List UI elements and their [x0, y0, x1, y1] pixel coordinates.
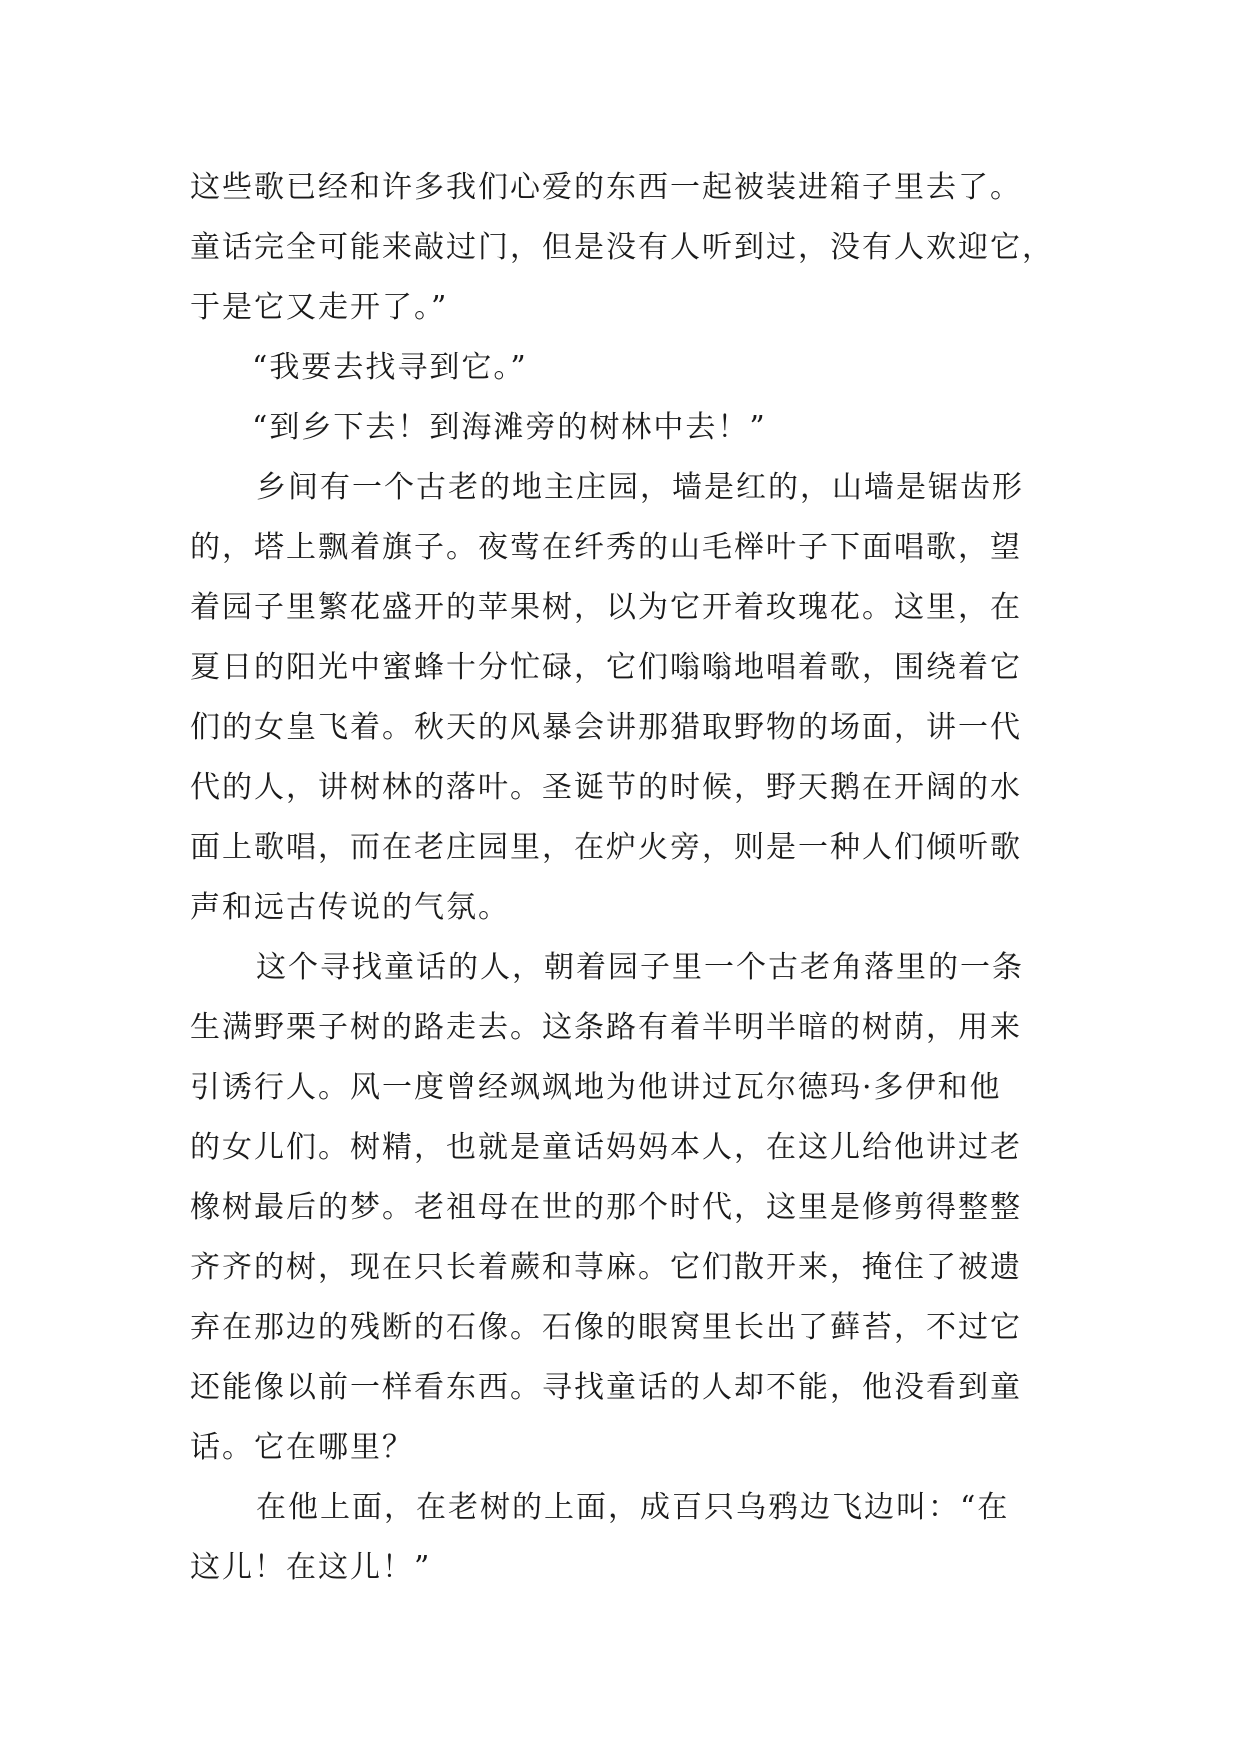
text-line: 童话完全可能来敲过门，但是没有人听到过，没有人欢迎它，: [190, 230, 1054, 265]
text-line: 齐齐的树，现在只长着蕨和荨麻。它们散开来，掩住了被遗: [190, 1250, 1022, 1285]
text-line: 生满野栗子树的路走去。这条路有着半明半暗的树荫，用来: [190, 1010, 1022, 1045]
text-line: 的，塔上飘着旗子。夜莺在纤秀的山毛榉叶子下面唱歌，望: [190, 530, 1022, 565]
text-line: 代的人，讲树林的落叶。圣诞节的时候，野天鹅在开阔的水: [190, 770, 1022, 805]
text-line: “我要去找寻到它。”: [252, 350, 528, 385]
text-line: 这些歌已经和许多我们心爱的东西一起被装进箱子里去了。: [190, 170, 1022, 205]
text-line: 话。它在哪里？: [190, 1430, 414, 1465]
text-line: 橡树最后的梦。老祖母在世的那个时代，这里是修剪得整整: [190, 1190, 1022, 1225]
text-line: 声和远古传说的气氛。: [190, 890, 510, 925]
text-line: 弃在那边的残断的石像。石像的眼窝里长出了藓苔，不过它: [190, 1310, 1022, 1345]
text-line: 面上歌唱，而在老庄园里，在炉火旁，则是一种人们倾听歌: [190, 830, 1022, 865]
text-line: 于是它又走开了。”: [190, 290, 449, 325]
text-line: 在他上面，在老树的上面，成百只乌鸦边飞边叫：“在: [256, 1490, 1010, 1525]
text-line: 们的女皇飞着。秋天的风暴会讲那猎取野物的场面，讲一代: [190, 710, 1022, 745]
body-text: [190, 158, 1070, 1598]
text-line: 引诱行人。风一度曾经飒飒地为他讲过瓦尔德玛·多伊和他: [190, 1070, 1002, 1105]
text-line: 乡间有一个古老的地主庄园，墙是红的，山墙是锯齿形: [256, 470, 1024, 505]
text-line: 的女儿们。树精，也就是童话妈妈本人，在这儿给他讲过老: [190, 1130, 1022, 1165]
text-line: 着园子里繁花盛开的苹果树，以为它开着玫瑰花。这里，在: [190, 590, 1022, 625]
text-line: 这个寻找童话的人，朝着园子里一个古老角落里的一条: [256, 950, 1024, 985]
text-line: 这儿！在这儿！”: [190, 1550, 432, 1585]
text-line: 夏日的阳光中蜜蜂十分忙碌，它们嗡嗡地唱着歌，围绕着它: [190, 650, 1022, 685]
text-line: “到乡下去！到海滩旁的树林中去！”: [252, 410, 767, 445]
text-line: 还能像以前一样看东西。寻找童话的人却不能，他没看到童: [190, 1370, 1022, 1405]
